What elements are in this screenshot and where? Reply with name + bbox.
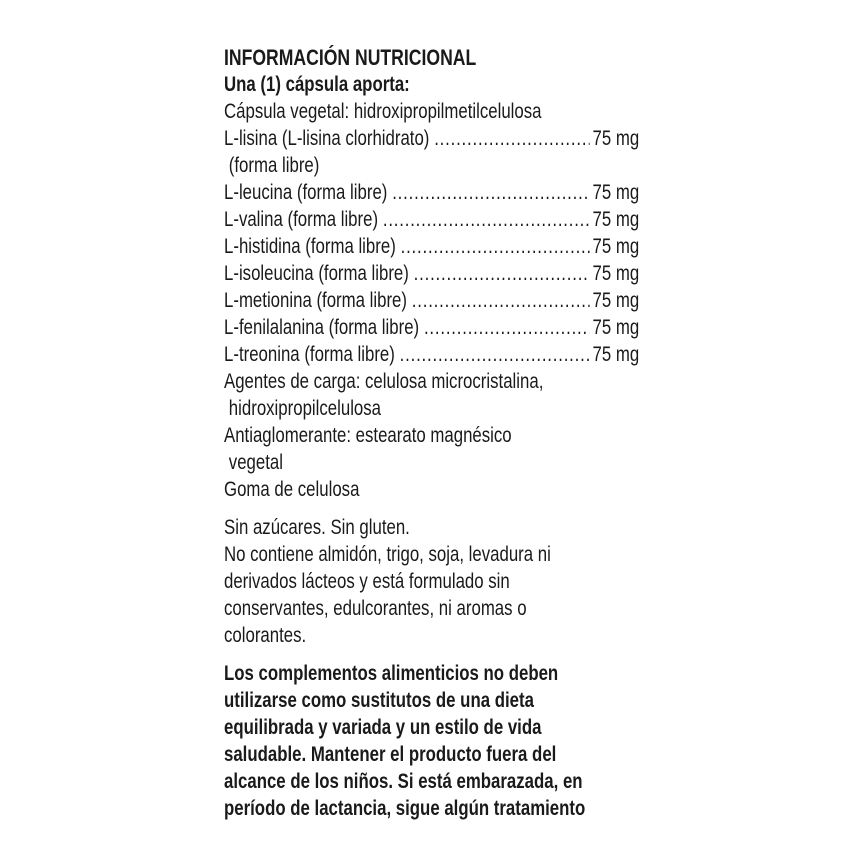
nutrient-name: L-fenilalanina (forma libre) xyxy=(224,316,420,339)
nutrient-name: L-metionina (forma libre) xyxy=(224,289,407,312)
dot-leader xyxy=(414,260,590,287)
dot-leader xyxy=(401,233,590,260)
nutrient-name: L-leucina (forma libre) xyxy=(224,181,388,204)
warning-line: alcance de los niños. Si está embarazada, en xyxy=(224,770,583,793)
nutrient-value: 75 mg xyxy=(592,235,640,258)
section-gap xyxy=(224,503,644,514)
excipient-bulking-agents: Agentes de carga: celulosa microcristalina, xyxy=(224,370,544,393)
excipient-cellulose-gum: Goma de celulosa xyxy=(224,478,360,501)
free-from-line: conservantes, edulcorantes, ni aromas o xyxy=(224,597,527,620)
dot-leader xyxy=(392,179,589,206)
section-gap xyxy=(224,649,644,660)
serving-subheading: Una (1) cápsula aporta: xyxy=(224,73,410,96)
nutrient-name: L-lisina (L-lisina clorhidrato) xyxy=(224,127,430,150)
nutrient-value: 75 mg xyxy=(592,343,640,366)
warning-statement xyxy=(224,660,644,822)
dot-leader xyxy=(424,314,589,341)
nutrient-name: L-valina (forma libre) xyxy=(224,208,379,231)
nutrient-name: L-treonina (forma libre) xyxy=(224,343,395,366)
excipient-anticaking: Antiaglomerante: estearato magnésico xyxy=(224,424,512,447)
free-from-statement xyxy=(224,514,644,649)
excipient-bulking-agents-cont: hidroxipropilcelulosa xyxy=(228,397,382,420)
nutrient-continuation: (forma libre) xyxy=(228,154,320,177)
nutrient-row-isoleucina xyxy=(224,260,639,287)
nutrient-row-histidina xyxy=(224,233,639,260)
nutrient-row-metionina xyxy=(224,287,639,314)
nutrient-value: 75 mg xyxy=(592,289,640,312)
nutrient-value: 75 mg xyxy=(592,262,640,285)
nutrient-list xyxy=(224,125,644,368)
warning-line: saludable. Mantener el producto fuera del xyxy=(224,743,557,766)
nutrient-value: 75 mg xyxy=(592,208,640,231)
free-from-line: Sin azúcares. Sin gluten. xyxy=(224,516,410,539)
nutrition-label xyxy=(224,44,644,822)
nutrient-row-fenilalanina xyxy=(224,314,639,341)
free-from-line: No contiene almidón, trigo, soja, levadura ni xyxy=(224,543,551,566)
nutrient-value: 75 mg xyxy=(592,181,640,204)
warning-line: período de lactancia, sigue algún tratamiento xyxy=(224,797,586,820)
free-from-line: colorantes. xyxy=(224,624,307,647)
nutrient-row-leucina xyxy=(224,179,639,206)
warning-line: utilizarse como sustitutos de una dieta xyxy=(224,689,534,712)
dot-leader xyxy=(383,206,589,233)
free-from-line: derivados lácteos y está formulado sin xyxy=(224,570,510,593)
nutrient-name: L-histidina (forma libre) xyxy=(224,235,396,258)
dot-leader xyxy=(412,287,590,314)
nutrient-name: L-isoleucina (forma libre) xyxy=(224,262,409,285)
excipient-anticaking-cont: vegetal xyxy=(228,451,283,474)
nutrient-value: 75 mg xyxy=(592,127,640,150)
dot-leader xyxy=(434,125,589,152)
nutrient-value: 75 mg xyxy=(592,316,640,339)
nutrient-row-treonina xyxy=(224,341,639,368)
capsule-composition: Cápsula vegetal: hidroxipropilmetilcelulosa xyxy=(224,100,542,123)
nutrient-row-lisina xyxy=(224,125,639,152)
nutrition-heading: INFORMACIÓN NUTRICIONAL xyxy=(224,45,477,70)
warning-line: Los complementos alimenticios no deben xyxy=(224,662,559,685)
dot-leader xyxy=(400,341,590,368)
excipient-list xyxy=(224,368,644,503)
nutrient-row-valina xyxy=(224,206,639,233)
warning-line: equilibrada y variada y un estilo de vida xyxy=(224,716,542,739)
